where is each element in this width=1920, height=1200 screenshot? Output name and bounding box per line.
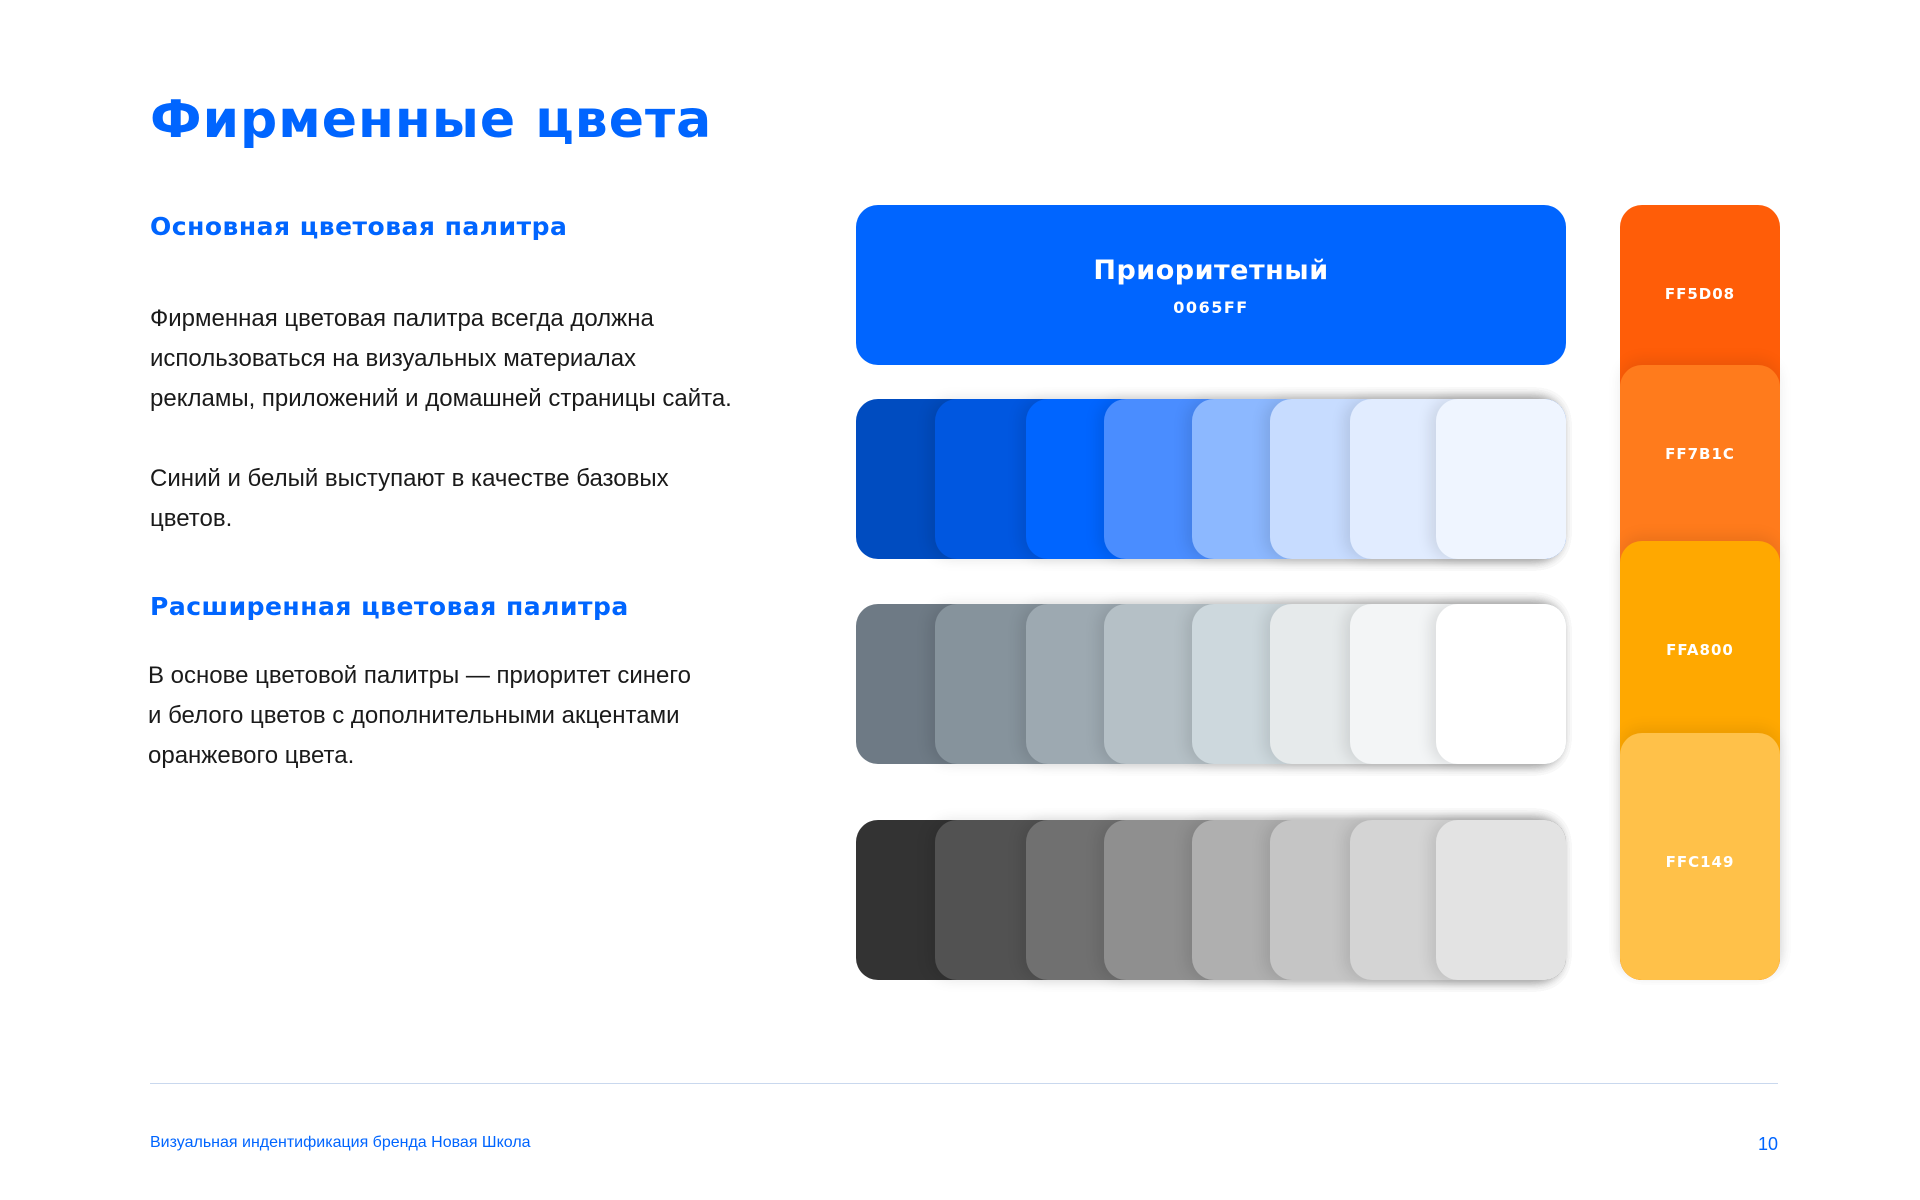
primary-color-name: Приоритетный — [1093, 255, 1329, 286]
primary-color-swatch — [856, 205, 1566, 365]
footer-divider — [150, 1083, 1778, 1084]
neutral-scale-chip — [1436, 820, 1566, 980]
extended-palette-heading: Расширенная цветовая палитра — [150, 592, 629, 621]
blue-scale-row — [856, 399, 1566, 559]
orange-swatch-hex: FFC149 — [1665, 853, 1735, 871]
page-title: Фирменные цвета — [150, 90, 713, 150]
orange-swatch-hex: FF5D08 — [1664, 285, 1736, 303]
primary-color-hex: 0065FF — [1173, 298, 1249, 317]
footer-brand-text: Визуальная индентификация бренда Новая Школа — [150, 1134, 531, 1151]
orange-swatch-hex: FF7B1C — [1665, 445, 1735, 463]
primary-palette-heading: Основная цветовая палитра — [150, 212, 568, 241]
neutral-scale-row — [856, 820, 1566, 980]
gray-scale-row — [856, 604, 1566, 764]
gray-scale-chip — [1436, 604, 1566, 764]
orange-swatch — [1620, 733, 1780, 980]
orange-palette — [1620, 205, 1780, 980]
primary-palette-paragraph-1: Фирменная цветовая палитра всегда должна использоваться на визуальных материалах рекламы, приложений и домашней страницы сайта. — [150, 305, 732, 412]
blue-scale-chip — [1436, 399, 1566, 559]
orange-swatch-hex: FFA800 — [1666, 641, 1734, 659]
extended-palette-paragraph: В основе цветовой палитры — приоритет синего и белого цветов с дополнительными акцентами оранжевого цвета. — [148, 662, 691, 769]
primary-palette-paragraph-2: Синий и белый выступают в качестве базовых цветов. — [150, 465, 669, 532]
page-number: 10 — [1757, 1134, 1778, 1154]
